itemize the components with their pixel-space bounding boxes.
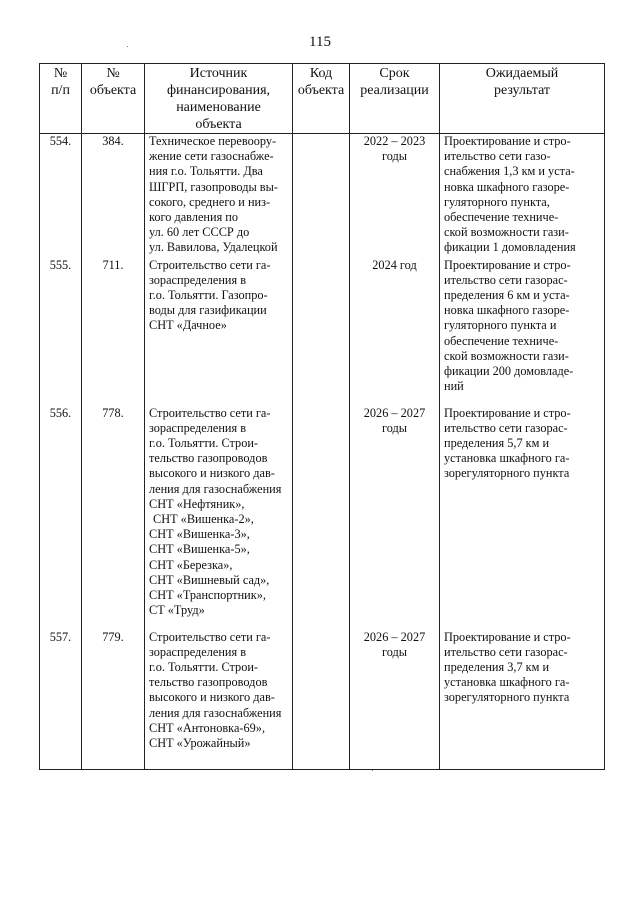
cell-text-line: снабжения 1,3 км и уста- xyxy=(444,164,575,179)
cell-text-line: зораспределения в xyxy=(149,644,247,659)
cell-text-line: Строительство сети га- xyxy=(149,629,271,644)
header-text-line: Источник xyxy=(189,66,248,81)
object-code-cell xyxy=(293,406,350,630)
cell-text-line: г.о. Тольятти. Строи- xyxy=(149,435,259,450)
header-text-line: Срок xyxy=(379,66,410,81)
cell-text-line: Проектирование и стро- xyxy=(444,257,571,272)
object-number-cell: 779. xyxy=(82,630,145,770)
cell-text-line: СТ «Труд» xyxy=(149,603,205,618)
header-text-line: п/п xyxy=(51,83,70,98)
header-funding-source xyxy=(145,64,293,134)
cell-text-line: СНТ «Дачное» xyxy=(149,318,227,333)
objects-table xyxy=(39,63,605,770)
object-code-cell xyxy=(293,134,350,258)
cell-text-line: Проектирование и стро- xyxy=(444,629,571,644)
cell-text-line: воды для газификации xyxy=(149,303,267,318)
scan-speck xyxy=(127,46,128,47)
cell-text-line: СНТ «Урожайный» xyxy=(149,735,251,750)
implementation-term-cell xyxy=(350,406,440,630)
implementation-term-cell xyxy=(350,630,440,770)
cell-text-line: ШГРП, газопроводы вы- xyxy=(149,179,278,194)
cell-text-line: зораспределения в xyxy=(149,272,247,287)
funding-source-cell xyxy=(145,406,293,630)
header-text-line: объекта xyxy=(195,117,242,132)
cell-text-line: тельство газопроводов xyxy=(149,451,268,466)
cell-text-line: новка шкафного газоре- xyxy=(444,303,570,318)
header-expected-result xyxy=(440,64,605,134)
table-row xyxy=(40,630,605,770)
expected-result-cell xyxy=(440,406,605,630)
table-body xyxy=(40,134,605,770)
cell-text-line: СНТ «Вишневый сад», xyxy=(149,572,270,587)
object-number-cell: 711. xyxy=(82,258,145,406)
cell-text-line: тельство газопроводов xyxy=(149,675,268,690)
table-header-row xyxy=(40,64,605,134)
cell-text-line: гуляторного пункта и xyxy=(444,318,557,333)
page-number: 115 xyxy=(309,34,331,50)
cell-text-line: годы xyxy=(381,149,408,164)
cell-text-line: годы xyxy=(381,420,408,435)
header-text-line: реализации xyxy=(360,83,429,98)
cell-text-line: зорегуляторного пункта xyxy=(444,690,570,705)
header-text-line: финансирования, xyxy=(166,83,271,98)
header-text-line: Ожидаемый xyxy=(485,66,559,81)
cell-text-line: высокого и низкого дав- xyxy=(149,466,275,481)
header-object-number xyxy=(82,64,145,134)
expected-result-cell xyxy=(440,134,605,258)
cell-text-line: 2026 – 2027 xyxy=(363,405,426,420)
cell-text-line: ул. Вавилова, Удалецкой xyxy=(149,240,278,255)
cell-text-line: фикации 1 домовладения xyxy=(444,240,576,255)
cell-text-line: установка шкафного га- xyxy=(444,675,570,690)
implementation-term-cell xyxy=(350,258,440,406)
funding-source-cell xyxy=(145,258,293,406)
object-code-cell xyxy=(293,630,350,770)
cell-text-line: годы xyxy=(381,644,408,659)
header-text-line: Код xyxy=(309,66,333,81)
row-number-cell: 554. xyxy=(40,134,82,258)
cell-text-line: гуляторного пункта, xyxy=(444,194,550,209)
header-text-line: объекта xyxy=(297,83,345,98)
cell-text-line: ской возможности гази- xyxy=(444,225,569,240)
cell-text-line: ул. 60 лет СССР до xyxy=(149,225,250,240)
cell-text-line: пределения 3,7 км и xyxy=(444,659,550,674)
implementation-term-cell xyxy=(350,134,440,258)
funding-source-cell xyxy=(145,134,293,258)
cell-text-line: обеспечение техниче- xyxy=(444,210,559,225)
object-number-cell: 384. xyxy=(82,134,145,258)
row-number-cell: 556. xyxy=(40,406,82,630)
scan-speck xyxy=(372,770,373,771)
cell-text-line: жение сети газоснабже- xyxy=(149,149,274,164)
cell-text-line: ительство сети газорас- xyxy=(444,644,568,659)
cell-text-line: кого давления по xyxy=(149,210,239,225)
cell-text-line: Проектирование и стро- xyxy=(444,134,571,148)
header-object-code xyxy=(293,64,350,134)
cell-text-line: пределения 5,7 км и xyxy=(444,435,550,450)
cell-text-line: 2026 – 2027 xyxy=(363,629,426,644)
header-text-line: № xyxy=(53,66,68,81)
header-text-line: № xyxy=(106,66,120,81)
cell-text-line: Строительство сети га- xyxy=(149,405,271,420)
cell-text-line: 2024 год xyxy=(372,257,417,272)
cell-text-line: 2022 – 2023 xyxy=(363,134,426,148)
cell-text-line: ления для газоснабжения xyxy=(149,481,282,496)
cell-text-line: зораспределения в xyxy=(149,420,247,435)
cell-text-line: Техническое перевоору- xyxy=(149,134,277,148)
cell-text-line: новка шкафного газоре- xyxy=(444,179,570,194)
cell-text-line: установка шкафного га- xyxy=(444,451,570,466)
cell-text-line: СНТ «Вишенка-5», xyxy=(149,542,250,557)
cell-text-line: СНТ «Березка», xyxy=(149,557,233,572)
cell-text-line: СНТ «Нефтяник», xyxy=(149,496,245,511)
row-number-cell: 555. xyxy=(40,258,82,406)
cell-text-line: ительство сети газорас- xyxy=(444,420,568,435)
header-text-line: наименование xyxy=(176,100,261,115)
cell-text-line: ления для газоснабжения xyxy=(149,705,282,720)
cell-text-line: сокого, среднего и низ- xyxy=(149,194,271,209)
row-number-cell: 557. xyxy=(40,630,82,770)
cell-text-line: СНТ «Антоновка-69», xyxy=(149,720,266,735)
object-code-cell xyxy=(293,258,350,406)
cell-text-line: зорегуляторного пункта xyxy=(444,466,570,481)
cell-text-line: СНТ «Вишенка-2», xyxy=(153,511,254,526)
cell-text-line: г.о. Тольятти. Газопро- xyxy=(149,287,268,302)
header-text-line: объекта xyxy=(89,83,137,98)
table-row xyxy=(40,406,605,630)
cell-text-line: высокого и низкого дав- xyxy=(149,690,275,705)
header-text-line: результат xyxy=(493,83,551,98)
cell-text-line: г.о. Тольятти. Строи- xyxy=(149,659,259,674)
cell-text-line: ний xyxy=(444,379,464,394)
cell-text-line: ительство сети газо- xyxy=(444,149,551,164)
table-row xyxy=(40,258,605,406)
cell-text-line: ния г.о. Тольятти. Два xyxy=(149,164,263,179)
cell-text-line: пределения 6 км и уста- xyxy=(444,287,570,302)
header-row-number xyxy=(40,64,82,134)
header-implementation-term xyxy=(350,64,440,134)
cell-text-line: Строительство сети га- xyxy=(149,257,271,272)
cell-text-line: ской возможности гази- xyxy=(444,348,569,363)
table-row xyxy=(40,134,605,258)
object-number-cell: 778. xyxy=(82,406,145,630)
cell-text-line: фикации 200 домовладе- xyxy=(444,363,574,378)
expected-result-cell xyxy=(440,258,605,406)
expected-result-cell xyxy=(440,630,605,770)
cell-text-line: обеспечение техниче- xyxy=(444,333,559,348)
cell-text-line: ительство сети газорас- xyxy=(444,272,568,287)
cell-text-line: СНТ «Транспортник», xyxy=(149,587,266,602)
cell-text-line: СНТ «Вишенка-3», xyxy=(149,527,250,542)
funding-source-cell xyxy=(145,630,293,770)
cell-text-line: Проектирование и стро- xyxy=(444,405,571,420)
